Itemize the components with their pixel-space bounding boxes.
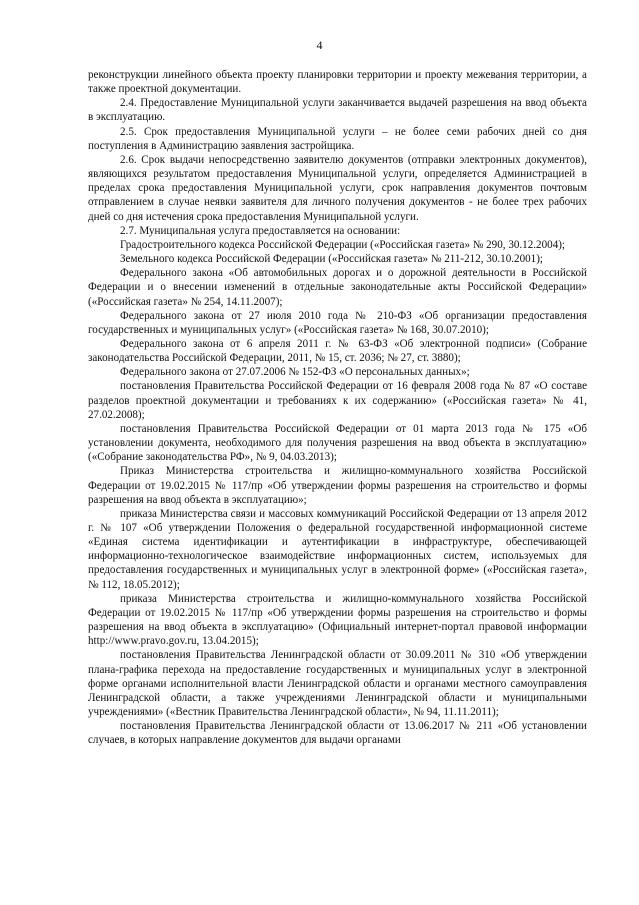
document-body xyxy=(88,68,587,748)
paragraph: Градостроительного кодекса Российской Федерации («Российская газета» № 290, 30.12.2004); xyxy=(120,238,566,251)
page-number: 4 xyxy=(316,38,323,52)
paragraph: постановления Правительства Российской Федерации от 16 февраля 2008 года № 87 «О составе разделов проектной документации и требованиях к их содержанию» («Российская газета» № 41, 27.02.2008); xyxy=(88,380,587,421)
paragraph: постановления Правительства Ленинградской области от 13.06.2017 № 211 «Об установлении случаев, в которых направление документов для выдачи органами xyxy=(88,720,587,747)
paragraph: приказа Министерства связи и массовых коммуникаций Российской Федерации от 13 апреля 2012 г. № 107 «Об утверждении Положения о федеральной государственной информационной системе «Единая система идентификации и аутентификации в инфраструктуре, обеспечивающей информационно-технологическое взаимодействие информационных систем, используемых для предоставления государственных и муниципальных услуг в электронной форме» («Российская газета», № 112, 18.05.2012); xyxy=(88,507,587,591)
paragraph: 2.7. Муниципальная услуга предоставляется на основании: xyxy=(120,224,401,237)
paragraph: приказа Министерства строительства и жилищно-коммунального хозяйства Российской Федерации от 19.02.2015 № 117/пр «Об утверждении формы разрешения на строительство и формы разрешения на ввод объекта в эксплуатацию» (Официальный интернет-портал правовой информации http://www.pravo.gov.ru, 13.04.2015); xyxy=(88,592,587,648)
paragraph: Приказ Министерства строительства и жилищно-коммунального хозяйства Российской Федерации от 19.02.2015 № 117/пр «Об утверждении формы разрешения на строительство и формы разрешения на ввод объекта в эксплуатацию»; xyxy=(88,465,587,506)
paragraph: Земельного кодекса Российской Федерации («Российская газета» № 211-212, 30.10.2001); xyxy=(120,253,544,266)
paragraph: 2.4. Предоставление Муниципальной услуги заканчивается выдачей разрешения на ввод объекта в эксплуатацию. xyxy=(88,97,587,124)
paragraph: реконструкции линейного объекта проекту планировки территории и проекту межевания территории, а также проектной документации. xyxy=(88,69,587,96)
paragraph: постановления Правительства Ленинградской области от 30.09.2011 № 310 «Об утверждении плана-графика перехода на предоставление государственных и муниципальных услуг в электронной форме органами исполнительной власти Ленинградской области и органами местного самоуправления Ленинградской области, а также учреждениями Ленинградской области и муниципальными учреждениями» («Вестник Правительства Ленинградской области», № 94, 11.11.2011); xyxy=(88,649,587,719)
paragraph: 2.5. Срок предоставления Муниципальной услуги – не более семи рабочих дней со дня поступления в Администрацию заявления застройщика. xyxy=(88,125,587,152)
paragraph: Федерального закона «Об автомобильных дорогах и о дорожной деятельности в Российской Федерации и о внесении изменений в отдельные законодательные акты Российской Федерации» («Российская газета» № 254, 14.11.2007); xyxy=(88,267,587,308)
paragraph: постановления Правительства Российской Федерации от 01 марта 2013 года № 175 «Об установлении документа, необходимого для получения разрешения на ввод объекта в эксплуатацию» («Собрание законодательства РФ», № 9, 04.03.2013); xyxy=(88,422,587,464)
paragraph: Федерального закона от 27 июля 2010 года № 210-ФЗ «Об организации предоставления государственных и муниципальных услуг» («Российская газета» № 168, 30.07.2010); xyxy=(88,309,587,336)
paragraph: Федерального закона от 27.07.2006 № 152-ФЗ «О персональных данных»; xyxy=(120,366,470,379)
paragraph: Федерального закона от 6 апреля 2011 г. № 63-ФЗ «Об электронной подписи» (Собрание законодательства Российской Федерации, 2011, № 15, ст. 2036; № 27, ст. 3880); xyxy=(88,337,587,365)
paragraph: 2.6. Срок выдачи непосредственно заявителю документов (отправки электронных документов), являющихся результатом предоставления Муниципальной услуги, определяется Администрацией в пределах срока предоставления Муниципальной услуги, срок направления документов почтовым отправлением в случае неявки заявителя для личного получения документов - не более трех рабочих дней со дня истечения срока предоставления Муниципальной услуги. xyxy=(88,153,587,223)
